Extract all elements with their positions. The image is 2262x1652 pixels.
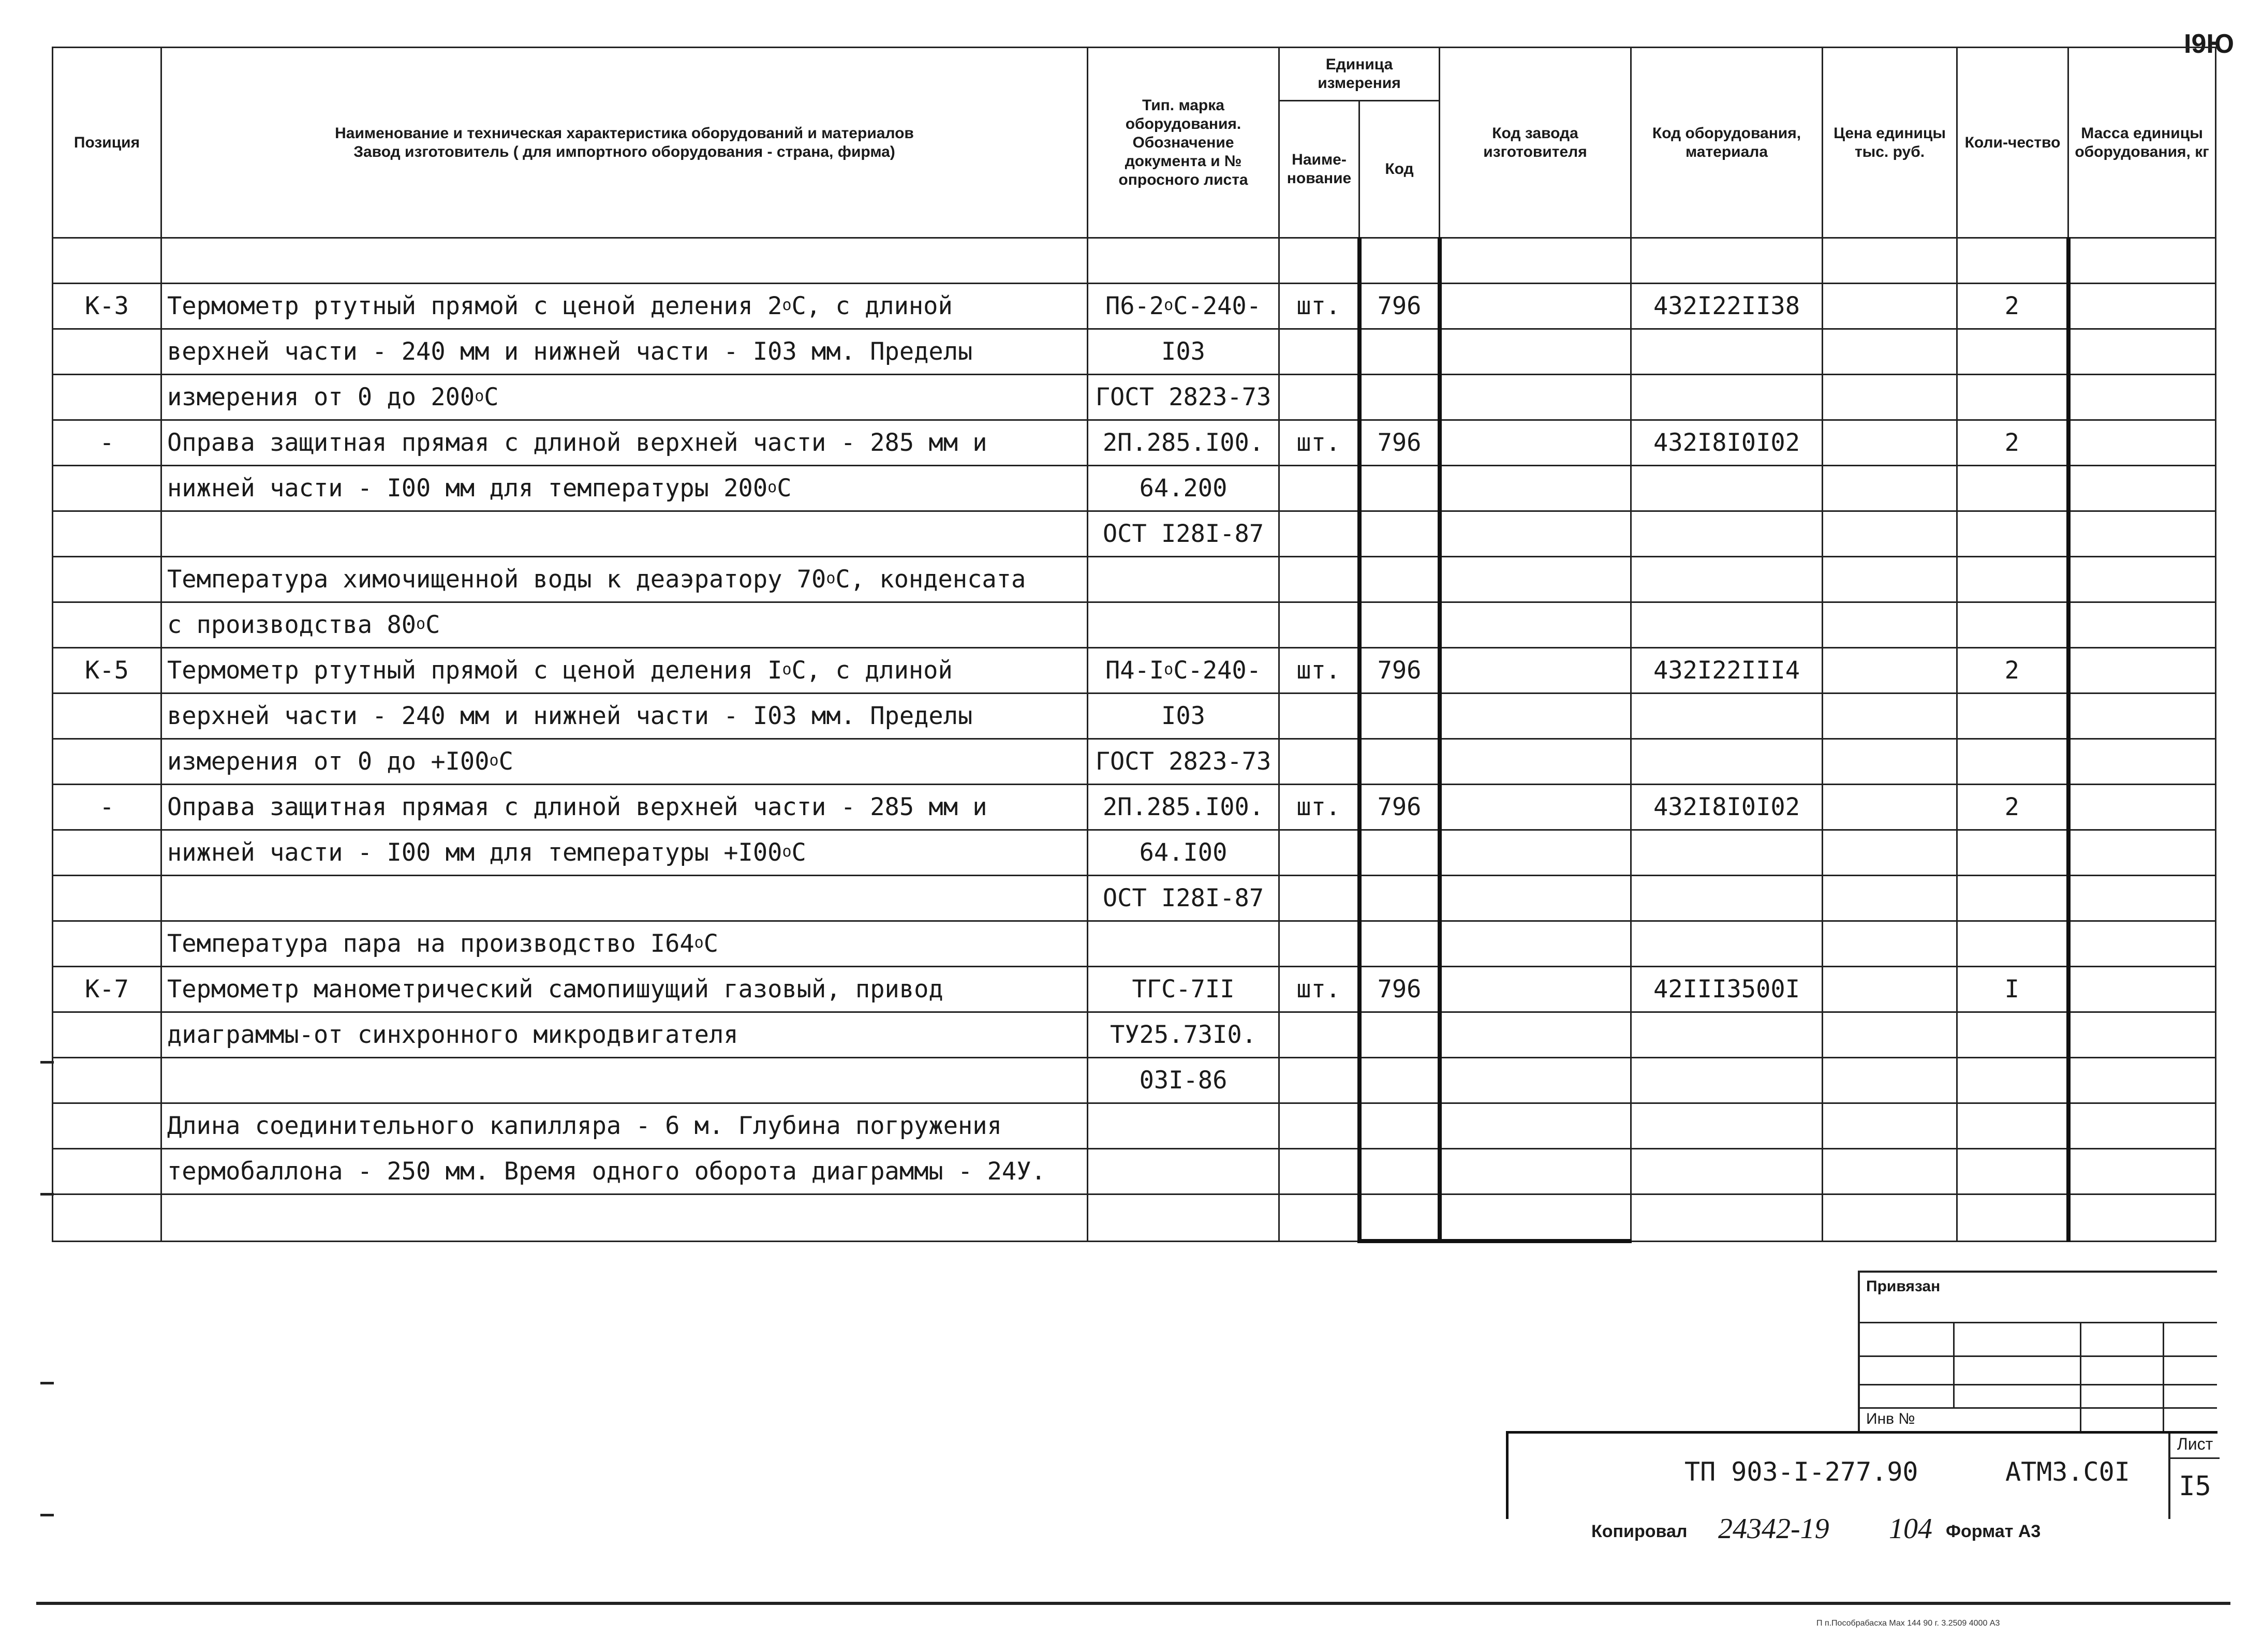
cell-name: нижней части - I00 мм для температуры 200$^o$С	[161, 466, 1088, 511]
cell-quantity: 2	[1957, 785, 2068, 830]
cell-mass	[2068, 557, 2216, 602]
cell-equipment-code	[1631, 466, 1823, 511]
cell-position	[53, 329, 161, 375]
table-row	[53, 1012, 2216, 1058]
cell-type: 2П.285.I00.	[1088, 420, 1279, 466]
cell-unit-name	[1279, 876, 1359, 921]
table-row	[53, 830, 2216, 876]
table-row	[53, 1058, 2216, 1103]
cell-price	[1823, 967, 1957, 1012]
cell-unit-code	[1359, 511, 1440, 557]
cell-unit-code	[1359, 1103, 1440, 1149]
cell-unit-name	[1279, 1149, 1359, 1194]
cell-equipment-code	[1631, 830, 1823, 876]
cell-equipment-code	[1631, 511, 1823, 557]
cell-type: ГОСТ 2823-73	[1088, 739, 1279, 785]
header-position: Позиция	[53, 48, 161, 238]
cell-equipment-code	[1631, 557, 1823, 602]
cell-type: 2П.285.I00.	[1088, 785, 1279, 830]
cell-quantity	[1957, 921, 2068, 967]
cell-quantity	[1957, 1194, 2068, 1242]
header-mass: Масса единицы оборудования, кг	[2068, 48, 2216, 238]
cell-unit-code	[1359, 329, 1440, 375]
cell-price	[1823, 694, 1957, 739]
cell-unit-name	[1279, 739, 1359, 785]
table-row	[53, 967, 2216, 1012]
cell-name	[161, 1194, 1088, 1242]
margin-tick	[40, 1382, 54, 1384]
cell-quantity	[1957, 511, 2068, 557]
cell-type: $П4-I^oС-240-$	[1088, 648, 1279, 694]
table-row	[53, 1194, 2216, 1242]
cell-factory-code	[1440, 648, 1631, 694]
cell-unit-code	[1359, 1194, 1440, 1242]
cell-price	[1823, 1149, 1957, 1194]
cell-factory-code	[1440, 375, 1631, 420]
cell-name: Температура пара на производство I64$^o$С	[161, 921, 1088, 967]
cell-mass	[2068, 1103, 2216, 1149]
cell-quantity	[1957, 739, 2068, 785]
cell-mass	[2068, 1012, 2216, 1058]
cell-equipment-code: 432I22III4	[1631, 648, 1823, 694]
cell-equipment-code: 432I8I0I02	[1631, 420, 1823, 466]
cell-factory-code	[1440, 1058, 1631, 1103]
cell-quantity	[1957, 1012, 2068, 1058]
header-quantity: Коли-чество	[1957, 48, 2068, 238]
binding-block	[1858, 1271, 2217, 1433]
cell-equipment-code	[1631, 1103, 1823, 1149]
cell-name	[161, 876, 1088, 921]
cell-unit-code	[1359, 876, 1440, 921]
cell-mass	[2068, 1149, 2216, 1194]
cell-price	[1823, 602, 1957, 648]
cell-type	[1088, 1149, 1279, 1194]
cell-type	[1088, 557, 1279, 602]
cell-mass	[2068, 511, 2216, 557]
cell-equipment-code	[1631, 1194, 1823, 1242]
cell-mass	[2068, 694, 2216, 739]
sheet-number: I5	[2179, 1471, 2211, 1502]
cell-factory-code	[1440, 329, 1631, 375]
cell-quantity	[1957, 1058, 2068, 1103]
cell-mass	[2068, 375, 2216, 420]
cell-unit-name: шт.	[1279, 284, 1359, 329]
table-row	[53, 602, 2216, 648]
cell-price	[1823, 739, 1957, 785]
cell-mass	[2068, 284, 2216, 329]
table-row	[53, 329, 2216, 375]
cell-unit-code	[1359, 739, 1440, 785]
cell-mass	[2068, 785, 2216, 830]
cell-unit-name	[1279, 329, 1359, 375]
cell-name: верхней части - 240 мм и нижней части - I03 мм. Пределы	[161, 329, 1088, 375]
cell-name: Температура химочищенной воды к деаэратору 70$^o$С, конденсата	[161, 557, 1088, 602]
cell-equipment-code	[1631, 329, 1823, 375]
cell-equipment-code	[1631, 694, 1823, 739]
cell-unit-name	[1279, 602, 1359, 648]
cell-unit-code	[1359, 557, 1440, 602]
cell-equipment-code	[1631, 921, 1823, 967]
cell-equipment-code	[1631, 375, 1823, 420]
header-unit: Единица измерения	[1279, 48, 1440, 101]
cell-price	[1823, 1103, 1957, 1149]
cell-unit-code: 796	[1359, 967, 1440, 1012]
cell-position	[53, 375, 161, 420]
cell-quantity	[1957, 830, 2068, 876]
cell-unit-code	[1359, 466, 1440, 511]
table-row	[53, 921, 2216, 967]
cell-price	[1823, 1194, 1957, 1242]
cell-quantity	[1957, 1103, 2068, 1149]
cell-quantity: 2	[1957, 420, 2068, 466]
copy-number: 24342-19	[1718, 1513, 1829, 1545]
cell-unit-name	[1279, 1012, 1359, 1058]
cell-type: ОСТ I28I-87	[1088, 876, 1279, 921]
sheet-label: Лист	[2170, 1435, 2220, 1459]
binding-label: Привязан	[1866, 1278, 1941, 1295]
cell-position	[53, 876, 161, 921]
cell-position	[53, 830, 161, 876]
table-row	[53, 557, 2216, 602]
cell-name: Термометр манометрический самопишущий газовый, привод	[161, 967, 1088, 1012]
table-row	[53, 420, 2216, 466]
table-row	[53, 1103, 2216, 1149]
print-info: П п.Пособрабасха Мах 144 90 г. 3.2509 4000 А3	[1816, 1619, 2000, 1628]
cell-position	[53, 921, 161, 967]
cell-mass	[2068, 238, 2216, 284]
cell-type	[1088, 1103, 1279, 1149]
cell-factory-code	[1440, 830, 1631, 876]
cell-equipment-code: 42III3500I	[1631, 967, 1823, 1012]
table-row	[53, 694, 2216, 739]
cell-factory-code	[1440, 1149, 1631, 1194]
cell-unit-code: 796	[1359, 785, 1440, 830]
cell-mass	[2068, 830, 2216, 876]
cell-quantity	[1957, 375, 2068, 420]
table-row	[53, 739, 2216, 785]
cell-price	[1823, 511, 1957, 557]
margin-tick	[40, 1514, 54, 1516]
cell-name: Длина соединительного капилляра - 6 м. Глубина погружения	[161, 1103, 1088, 1149]
cell-position	[53, 1058, 161, 1103]
cell-unit-name	[1279, 511, 1359, 557]
cell-factory-code	[1440, 238, 1631, 284]
header-equipment-code: Код оборудования, материала	[1631, 48, 1823, 238]
cell-name: Оправа защитная прямая с длиной верхней части - 285 мм и	[161, 420, 1088, 466]
cell-mass	[2068, 739, 2216, 785]
cell-price	[1823, 648, 1957, 694]
title-stamp	[1506, 1431, 2217, 1519]
cell-name: измерения от 0 до $+I00^oС$	[161, 739, 1088, 785]
cell-price	[1823, 329, 1957, 375]
cell-position	[53, 1012, 161, 1058]
cell-quantity	[1957, 876, 2068, 921]
cell-name: диаграммы-от синхронного микродвигателя	[161, 1012, 1088, 1058]
cell-unit-code	[1359, 602, 1440, 648]
document-mark: АТМЗ.С0I	[2005, 1457, 2130, 1487]
cell-price	[1823, 375, 1957, 420]
cell-unit-code	[1359, 238, 1440, 284]
cell-unit-code	[1359, 830, 1440, 876]
cell-name: измерения от 0 до 200$^o$С	[161, 375, 1088, 420]
cell-position	[53, 466, 161, 511]
cell-factory-code	[1440, 602, 1631, 648]
table-row	[53, 284, 2216, 329]
cell-price	[1823, 466, 1957, 511]
cell-mass	[2068, 602, 2216, 648]
cell-factory-code	[1440, 466, 1631, 511]
corner-page-mark: I9Ю	[2184, 29, 2234, 59]
cell-name	[161, 1058, 1088, 1103]
cell-unit-name	[1279, 375, 1359, 420]
specification-rows	[53, 238, 2216, 1242]
cell-price	[1823, 284, 1957, 329]
cell-unit-code	[1359, 694, 1440, 739]
cell-factory-code	[1440, 694, 1631, 739]
cell-price	[1823, 1058, 1957, 1103]
cell-factory-code	[1440, 420, 1631, 466]
cell-position: К-3	[53, 284, 161, 329]
cell-mass	[2068, 420, 2216, 466]
cell-name	[161, 238, 1088, 284]
cell-factory-code	[1440, 511, 1631, 557]
cell-unit-name: шт.	[1279, 785, 1359, 830]
cell-unit-code: 796	[1359, 420, 1440, 466]
binding-divider	[1953, 1322, 1955, 1407]
table-row	[53, 1149, 2216, 1194]
cell-unit-name	[1279, 557, 1359, 602]
cell-factory-code	[1440, 785, 1631, 830]
cell-factory-code	[1440, 557, 1631, 602]
cell-price	[1823, 876, 1957, 921]
copy-sheet-number: 104	[1889, 1513, 1932, 1545]
cell-type: ГОСТ 2823-73	[1088, 375, 1279, 420]
cell-position	[53, 1103, 161, 1149]
cell-unit-code: 796	[1359, 648, 1440, 694]
cell-unit-name: шт.	[1279, 420, 1359, 466]
cell-name: Термометр ртутный прямой с ценой деления 2$^o$С, с длиной	[161, 284, 1088, 329]
table-row	[53, 876, 2216, 921]
cell-position	[53, 602, 161, 648]
cell-name: верхней части - 240 мм и нижней части - I03 мм. Пределы	[161, 694, 1088, 739]
cell-unit-code	[1359, 921, 1440, 967]
cell-equipment-code	[1631, 602, 1823, 648]
cell-type: ТГС-7II	[1088, 967, 1279, 1012]
cell-factory-code	[1440, 1103, 1631, 1149]
cell-price	[1823, 238, 1957, 284]
table-row	[53, 511, 2216, 557]
cell-unit-name	[1279, 466, 1359, 511]
cell-unit-name	[1279, 1058, 1359, 1103]
binding-divider	[2080, 1322, 2081, 1433]
cell-quantity	[1957, 329, 2068, 375]
cell-type: 64.I00	[1088, 830, 1279, 876]
cell-mass	[2068, 921, 2216, 967]
document-code: ТП 903-I-277.90	[1684, 1457, 1918, 1487]
cell-position	[53, 1149, 161, 1194]
cell-unit-name: шт.	[1279, 967, 1359, 1012]
header-price: Цена единицы тыс. руб.	[1823, 48, 1957, 238]
cell-mass	[2068, 1058, 2216, 1103]
table-row	[53, 785, 2216, 830]
cell-type: I03	[1088, 329, 1279, 375]
cell-factory-code	[1440, 967, 1631, 1012]
cell-factory-code	[1440, 284, 1631, 329]
header-name-line1: Наименование и техническая характеристика оборудований и материалов	[335, 124, 914, 142]
cell-position	[53, 694, 161, 739]
cell-equipment-code	[1631, 876, 1823, 921]
cell-type	[1088, 238, 1279, 284]
bottom-rule	[36, 1602, 2230, 1605]
margin-tick	[40, 1193, 54, 1196]
cell-equipment-code	[1631, 739, 1823, 785]
cell-name: Оправа защитная прямая с длиной верхней части - 285 мм и	[161, 785, 1088, 830]
cell-price	[1823, 830, 1957, 876]
cell-unit-name: шт.	[1279, 648, 1359, 694]
cell-mass	[2068, 1194, 2216, 1242]
cell-type	[1088, 1194, 1279, 1242]
paper-format: Формат А3	[1946, 1522, 2041, 1541]
cell-factory-code	[1440, 739, 1631, 785]
cell-price	[1823, 420, 1957, 466]
header-unit-name: Наиме-нование	[1279, 101, 1359, 238]
header-unit-code: Код	[1359, 101, 1440, 238]
cell-name	[161, 511, 1088, 557]
cell-quantity	[1957, 602, 2068, 648]
cell-type: ОСТ I28I-87	[1088, 511, 1279, 557]
cell-factory-code	[1440, 1194, 1631, 1242]
cell-position	[53, 739, 161, 785]
cell-name: Термометр ртутный прямой с ценой деления $I^oС$, с длиной	[161, 648, 1088, 694]
cell-mass	[2068, 466, 2216, 511]
cell-unit-name	[1279, 830, 1359, 876]
cell-unit-code	[1359, 1149, 1440, 1194]
header-name	[161, 48, 1088, 238]
cell-position: К-7	[53, 967, 161, 1012]
cell-equipment-code	[1631, 1058, 1823, 1103]
cell-price	[1823, 557, 1957, 602]
cell-type: I03	[1088, 694, 1279, 739]
cell-price	[1823, 921, 1957, 967]
table-row	[53, 375, 2216, 420]
cell-name: с производства 80$^o$С	[161, 602, 1088, 648]
cell-name: нижней части - I00 мм для температуры $+I00^oС$	[161, 830, 1088, 876]
cell-position: -	[53, 785, 161, 830]
cell-mass	[2068, 329, 2216, 375]
cell-quantity	[1957, 1149, 2068, 1194]
header-type: Тип. марка оборудования. Обозначение документа и № опросного листа	[1088, 48, 1279, 238]
cell-type: ТУ25.73I0.	[1088, 1012, 1279, 1058]
inventory-number-label: Инв №	[1866, 1410, 1915, 1427]
binding-divider	[2163, 1322, 2164, 1433]
cell-factory-code	[1440, 921, 1631, 967]
margin-tick	[40, 1061, 54, 1064]
cell-position: -	[53, 420, 161, 466]
cell-unit-name	[1279, 921, 1359, 967]
cell-quantity: 2	[1957, 648, 2068, 694]
copied-label: Копировал	[1591, 1522, 1688, 1541]
table-row	[53, 648, 2216, 694]
cell-name: термобаллона - 250 мм. Время одного оборота диаграммы - 24У.	[161, 1149, 1088, 1194]
cell-type: П6-2$^o$С-240-	[1088, 284, 1279, 329]
cell-position	[53, 1194, 161, 1242]
cell-position: К-5	[53, 648, 161, 694]
cell-position	[53, 511, 161, 557]
header-factory-code: Код завода изготовителя	[1440, 48, 1631, 238]
cell-quantity	[1957, 557, 2068, 602]
cell-quantity	[1957, 466, 2068, 511]
cell-type	[1088, 602, 1279, 648]
cell-unit-name	[1279, 1194, 1359, 1242]
sheet-box	[2168, 1434, 2220, 1519]
cell-factory-code	[1440, 876, 1631, 921]
table-row	[53, 238, 2216, 284]
cell-type: 03I-86	[1088, 1058, 1279, 1103]
cell-position	[53, 557, 161, 602]
cell-equipment-code	[1631, 1012, 1823, 1058]
cell-position	[53, 238, 161, 284]
cell-equipment-code: 432I22II38	[1631, 284, 1823, 329]
cell-mass	[2068, 648, 2216, 694]
cell-unit-code	[1359, 1012, 1440, 1058]
cell-unit-code: 796	[1359, 284, 1440, 329]
cell-price	[1823, 1012, 1957, 1058]
cell-price	[1823, 785, 1957, 830]
cell-unit-code	[1359, 1058, 1440, 1103]
cell-unit-code	[1359, 375, 1440, 420]
cell-unit-name	[1279, 238, 1359, 284]
table-row	[53, 466, 2216, 511]
specification-table	[52, 47, 2216, 1243]
cell-quantity: I	[1957, 967, 2068, 1012]
cell-factory-code	[1440, 1012, 1631, 1058]
header-name-line2: Завод изготовитель ( для импортного оборудования - страна, фирма)	[353, 143, 895, 160]
cell-unit-name	[1279, 694, 1359, 739]
cell-mass	[2068, 967, 2216, 1012]
cell-equipment-code	[1631, 1149, 1823, 1194]
cell-equipment-code: 432I8I0I02	[1631, 785, 1823, 830]
cell-type	[1088, 921, 1279, 967]
cell-mass	[2068, 876, 2216, 921]
cell-type: 64.200	[1088, 466, 1279, 511]
cell-unit-name	[1279, 1103, 1359, 1149]
cell-quantity: 2	[1957, 284, 2068, 329]
cell-equipment-code	[1631, 238, 1823, 284]
cell-quantity	[1957, 238, 2068, 284]
cell-quantity	[1957, 694, 2068, 739]
